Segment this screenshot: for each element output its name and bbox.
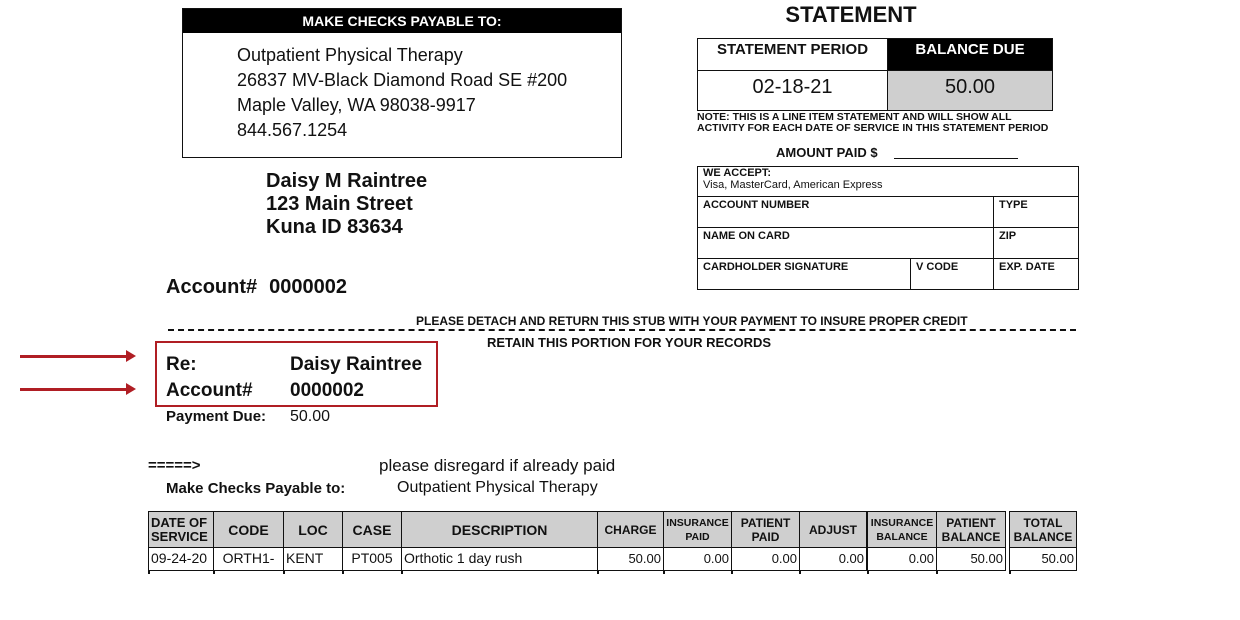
cell-case: PT005: [342, 548, 402, 571]
patient-city: Kuna ID 83634: [266, 216, 403, 238]
detach-instruction: PLEASE DETACH AND RETURN THIS STUB WITH YOUR PAYMENT TO INSURE PROPER CREDIT: [416, 314, 968, 328]
remit-line-street: 26837 MV-Black Diamond Road SE #200: [237, 70, 568, 90]
col-header-line: ADJUST: [808, 522, 857, 537]
col-header-code: [213, 511, 284, 548]
account-number-top: [166, 276, 347, 299]
make-checks-value: Outpatient Physical Therapy: [397, 479, 598, 496]
note-line-2: ACTIVITY FOR EACH DATE OF SERVICE IN THIS STATEMENT PERIOD: [697, 122, 1049, 134]
table-tick: [663, 571, 665, 574]
col-header-line: CHARGE: [604, 522, 657, 537]
col-header-charge: [597, 511, 664, 548]
col-header-patient-paid: [731, 511, 800, 548]
remit-header: MAKE CHECKS PAYABLE TO:: [183, 9, 621, 33]
col-header-line: TOTAL: [1023, 515, 1063, 530]
payment-due-label: Payment Due:: [166, 408, 267, 425]
cell-date-of-service: 09-24-20: [148, 548, 214, 571]
table-tick: [936, 571, 938, 574]
amount-paid-label: AMOUNT PAID $: [776, 145, 878, 160]
notice-arrow: =====>: [148, 457, 201, 474]
col-header-description: [401, 511, 598, 548]
balance-due-col: [888, 39, 1052, 110]
statement-period-box: [697, 38, 1053, 111]
cell-code: ORTH1-: [213, 548, 284, 571]
card-row-account: [698, 196, 1078, 228]
statement-title: STATEMENT: [785, 2, 917, 27]
detach-line: [168, 329, 1076, 331]
we-accept-label: WE ACCEPT:: [703, 167, 772, 179]
zip-field[interactable]: ZIP: [999, 230, 1017, 242]
patient-street: 123 Main Street: [266, 193, 413, 215]
balance-due-value: 50.00: [888, 71, 1052, 110]
col-header-line: PATIENT: [740, 515, 791, 530]
accepted-cards: Visa, MasterCard, American Express: [703, 179, 883, 191]
notice-text: please disregard if already paid: [379, 456, 616, 475]
col-header-insurance-paid: [663, 511, 732, 548]
cell-patient-paid: 0.00: [731, 548, 800, 571]
v-code-field[interactable]: V CODE: [916, 261, 959, 273]
card-row-signature: [698, 258, 1078, 290]
cell-total-balance: 50.00: [1009, 548, 1077, 571]
table-tick: [731, 571, 733, 574]
note-line-1: NOTE: THIS IS A LINE ITEM STATEMENT AND WILL SHOW ALL: [697, 111, 1012, 123]
cell-adjust: 0.00: [799, 548, 867, 571]
card-row-name: [698, 227, 1078, 259]
cell-insurance-paid: 0.00: [663, 548, 732, 571]
col-header-line: CODE: [228, 521, 269, 538]
annotation-arrow-icon: [20, 388, 128, 391]
exp-date-field[interactable]: EXP. DATE: [999, 261, 1055, 273]
cell-charge: 50.00: [597, 548, 664, 571]
col-header-line: SERVICE: [151, 528, 208, 544]
table-tick: [867, 571, 869, 574]
payment-due-value: 50.00: [290, 408, 331, 425]
balance-due-label: BALANCE DUE: [888, 39, 1052, 71]
col-header-case: [342, 511, 402, 548]
statement-note: [697, 112, 1077, 134]
cell-description: Orthotic 1 day rush: [401, 548, 598, 571]
col-header-line: LOC: [298, 521, 328, 538]
col-header-line: INSURANCE: [666, 516, 729, 529]
re-account-value: 0000002: [290, 380, 364, 401]
table-tick: [283, 571, 285, 574]
remit-line-name: Outpatient Physical Therapy: [237, 45, 463, 65]
col-header-line: INSURANCE: [870, 516, 934, 529]
col-header-date-of-service: [148, 511, 214, 548]
name-on-card-field[interactable]: NAME ON CARD: [703, 230, 790, 242]
payment-card-form: [697, 166, 1079, 290]
statement-period-value: 02-18-21: [752, 76, 833, 98]
re-account-label: Account#: [166, 380, 253, 401]
col-header-line: BALANCE: [941, 529, 1001, 544]
cell-loc: KENT: [283, 548, 343, 571]
col-header-insurance-balance: [867, 511, 937, 548]
col-header-line: PAID: [751, 529, 780, 544]
col-header-line: PAID: [685, 530, 710, 543]
col-header-adjust: [799, 511, 867, 548]
col-header-line: BALANCE: [876, 530, 928, 543]
col-header-line: PATIENT: [946, 515, 996, 530]
remit-to-box: [182, 8, 622, 158]
table-tick: [597, 571, 599, 574]
table-tick: [401, 571, 403, 574]
table-tick: [799, 571, 801, 574]
card-type-field[interactable]: TYPE: [999, 199, 1028, 211]
remit-address: [183, 33, 621, 143]
patient-address: [266, 170, 427, 239]
table-tick: [213, 571, 215, 574]
col-header-loc: [283, 511, 343, 548]
cardholder-signature-field[interactable]: CARDHOLDER SIGNATURE: [703, 261, 849, 273]
table-tick: [1009, 571, 1011, 574]
patient-name: Daisy M Raintree: [266, 170, 428, 192]
remit-line-phone: 844.567.1254: [237, 120, 348, 140]
retain-notice: RETAIN THIS PORTION FOR YOUR RECORDS: [487, 335, 772, 350]
annotation-arrow-icon: [20, 355, 128, 358]
account-number-field[interactable]: ACCOUNT NUMBER: [703, 199, 810, 211]
table-tick: [342, 571, 344, 574]
col-header-total-balance: [1009, 511, 1077, 548]
col-header-line: DATE OF: [151, 514, 208, 530]
col-header-line: BALANCE: [1013, 529, 1073, 544]
cell-patient-balance: 50.00: [936, 548, 1006, 571]
re-label: Re:: [166, 354, 197, 375]
table-tick: [148, 571, 150, 574]
re-value: Daisy Raintree: [290, 354, 423, 375]
account-value: 0000002: [269, 276, 347, 298]
col-header-line: CASE: [352, 521, 392, 538]
cell-insurance-balance: 0.00: [867, 548, 937, 571]
remit-line-city: Maple Valley, WA 98038-9917: [237, 95, 476, 115]
make-checks-label: Make Checks Payable to:: [166, 480, 346, 497]
col-header-patient-balance: [936, 511, 1006, 548]
statement-period-col: [698, 39, 888, 110]
statement-period-label: STATEMENT PERIOD: [698, 39, 887, 71]
col-header-line: DESCRIPTION: [451, 521, 548, 538]
amount-paid-line: [894, 158, 1018, 159]
account-label: Account#: [166, 276, 258, 298]
